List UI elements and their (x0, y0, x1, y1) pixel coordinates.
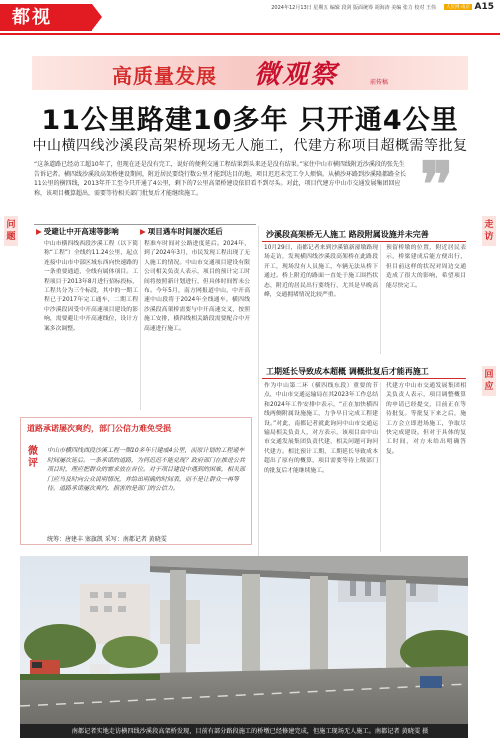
section-heading-1 (36, 226, 119, 237)
column-divider (380, 382, 381, 552)
arrow-icon: ▶ (36, 227, 42, 236)
page-number: A15 (474, 2, 494, 12)
banner-left-title: 高质量发展 (112, 64, 217, 88)
section-tag: 都视 (0, 4, 92, 31)
side-tab-response: 回应 (482, 366, 496, 396)
news-photo (20, 556, 468, 726)
subheadline: 中山横四线沙溪段高架桥现场无人施工，代建方称项目超概需等批复 (32, 138, 468, 154)
masthead-badge: 人民网·南京 (446, 5, 470, 10)
section-rule (262, 378, 466, 379)
banner-right-title: 微观察 (254, 60, 339, 90)
commentary-box (20, 417, 252, 545)
column-divider (140, 240, 141, 410)
masthead (0, 0, 500, 34)
article-column-b: 程准车时间对公路进度延后。2024年，到了2024年3月，市民发现工程出现了无人施工的情况。中山市交通项目建设有限公司相关负责人表示，项目的预计完工时间将按照新计划进行，但具体时间暂未公布。今年5月，南方网报道中山，中开高速中山段将于2024年全线通车，横四线沙溪段高架桥需要与中开高速交叉，按照施工安排，横四线相关路段需要配合中开高速进行施工。 (144, 241, 250, 332)
column-banner (32, 56, 468, 90)
section-heading-2 (140, 226, 223, 237)
commentary-label: 微评 (28, 446, 38, 469)
commentary-credit: 统筹：唐建丰 塞旗凯 采写：南都记者 黄晓雯 (47, 536, 167, 543)
banner-small-text: 前传稿 (370, 79, 389, 86)
arrow-icon: ▶ (140, 227, 146, 236)
section-rule (262, 241, 466, 242)
column-divider (258, 226, 259, 556)
section-rule (34, 224, 256, 225)
masthead-info: 2024年12月13日 星期五 编辑 段剑 版面统筹 胡海涛 美编 张力 校对 王伟 (271, 5, 436, 11)
headline: 11公里路建10多年 只开通4公里 (41, 105, 459, 136)
section-heading-5: 工期延长导致成本超概 调概批复后才能再施工 (266, 367, 429, 376)
top-rule (0, 33, 500, 35)
section-heading-1-text: 受避让中开高速等影响 (43, 227, 119, 236)
photo-caption: 南都记者实地走访横四线沙溪段高架桥发现，目前有部分路段施工的桥墩已经修建完成，但施工现场无人施工。南都记者 黄晓雯 摄 (71, 728, 429, 735)
intro-paragraph: “这条道路已经动工超10年了，但现在还是没有完工，说好的便利交通工程结果到头来还是没有结果。”家住中山市横四线附近沙溪段的张先生告诉记者。横四线沙溪段高架桥建设期间，附近居民要绕行数公里才能到达目的地，项目迟迟未完工令人烦恼。从横沙环路到沙溪隆都路全长11公里的横四线，2013年开工至今只开通了4公里，剩下的7公里高架桥建设依旧看不到尽头。对此，项目代建方中山市交通发展集团回应称，该项目概算超出，需要等待相关部门批复后才能继续施工。 (34, 161, 407, 197)
commentary-title: 道路承诺屡次爽约，部门公信力难免受损 (27, 424, 171, 433)
quote-mark-icon: ❞ (420, 148, 454, 221)
side-tab-problem: 问题 (4, 216, 18, 246)
section-heading-2-text: 项目遇车时间屡次延后 (147, 227, 223, 236)
highway-photo-image (20, 556, 468, 726)
section-heading-3: 沙溪段高架桥无人施工 路段附属设施并未完善 (266, 230, 429, 239)
article-column-f: 代建方中山市交通发展集团相关负责人表示，项目调整概算的申请已经提交，目前正在等待批复。等批复下来之后，施工方会立即进场施工，争取尽快完成建设。但对于具体的复工时间，对方未给出明确答复。 (386, 383, 466, 455)
commentary-text: 中山市横四线西段沙溪工程一期10多年只建成4公里，而原计划的工程通车时间屡次延后。一条承诺的道路，为何迟迟不能兑现？政府部门在推进公共项目时，理应把群众的需求放在首位。对于项目建设中遇到的困难，相关部门应当及时向公众说明情况，并给出明确的时间表，而不是让群众一再等待。道路承诺屡次爽约，损害的是部门的公信力。 (47, 447, 246, 493)
article-column-c: 10月29日，南都记者来到沙溪镇新濠墩路现场走访，发现横四线沙溪段高架桥在此路段开工，现场没有人员施工，车辆无法从桥下通过。桥上附近的路面一直处于施工围挡状态，附近的居民出行要绕行，尤其是早晚高峰，交通拥堵情况比较严重。 (264, 245, 378, 299)
side-tab-visit: 走访 (482, 216, 496, 246)
article-column-d: 预留桥墩的位置，附近居民表示，桥梁建成后能方便出行，但目前这样的状况对周边交通造成了很大的影响，希望项目能尽快完工。 (386, 245, 466, 289)
article-column-e: 作为中山第二环（横四线东段）重要的节点，中山市交通运输局在其2023年工作总结和2024年工作安排中表示，“正在加快横四线两侧附属设施施工，力争早日完成工程建设。”对此，南都记者就此询问中山市交通运输局相关负责人，对方表示，该项目由中山市交通发展集团负责代建，相关问题可询问代建方。相比预计工期，工期延长导致成本超出了原有的概算，项目需要等待上级部门的批复后才能继续施工。 (264, 383, 378, 474)
column-divider (380, 244, 381, 354)
article-column-a: 中山市横四线西段沙溪工程（以下简称“工程”）全线约11.24公里，起点连接中山市中部区域东西向快速路的一条重要通道，全线有属体项目。工程项目于2013年8月进行招标投标，工程共分为三个标段，其中的一期工程已于2017年完工通车，二期工程中沙溪段因受中开高速项目建设的影响，需要避让中开高速线位，设计方案多次调整。 (44, 241, 138, 332)
